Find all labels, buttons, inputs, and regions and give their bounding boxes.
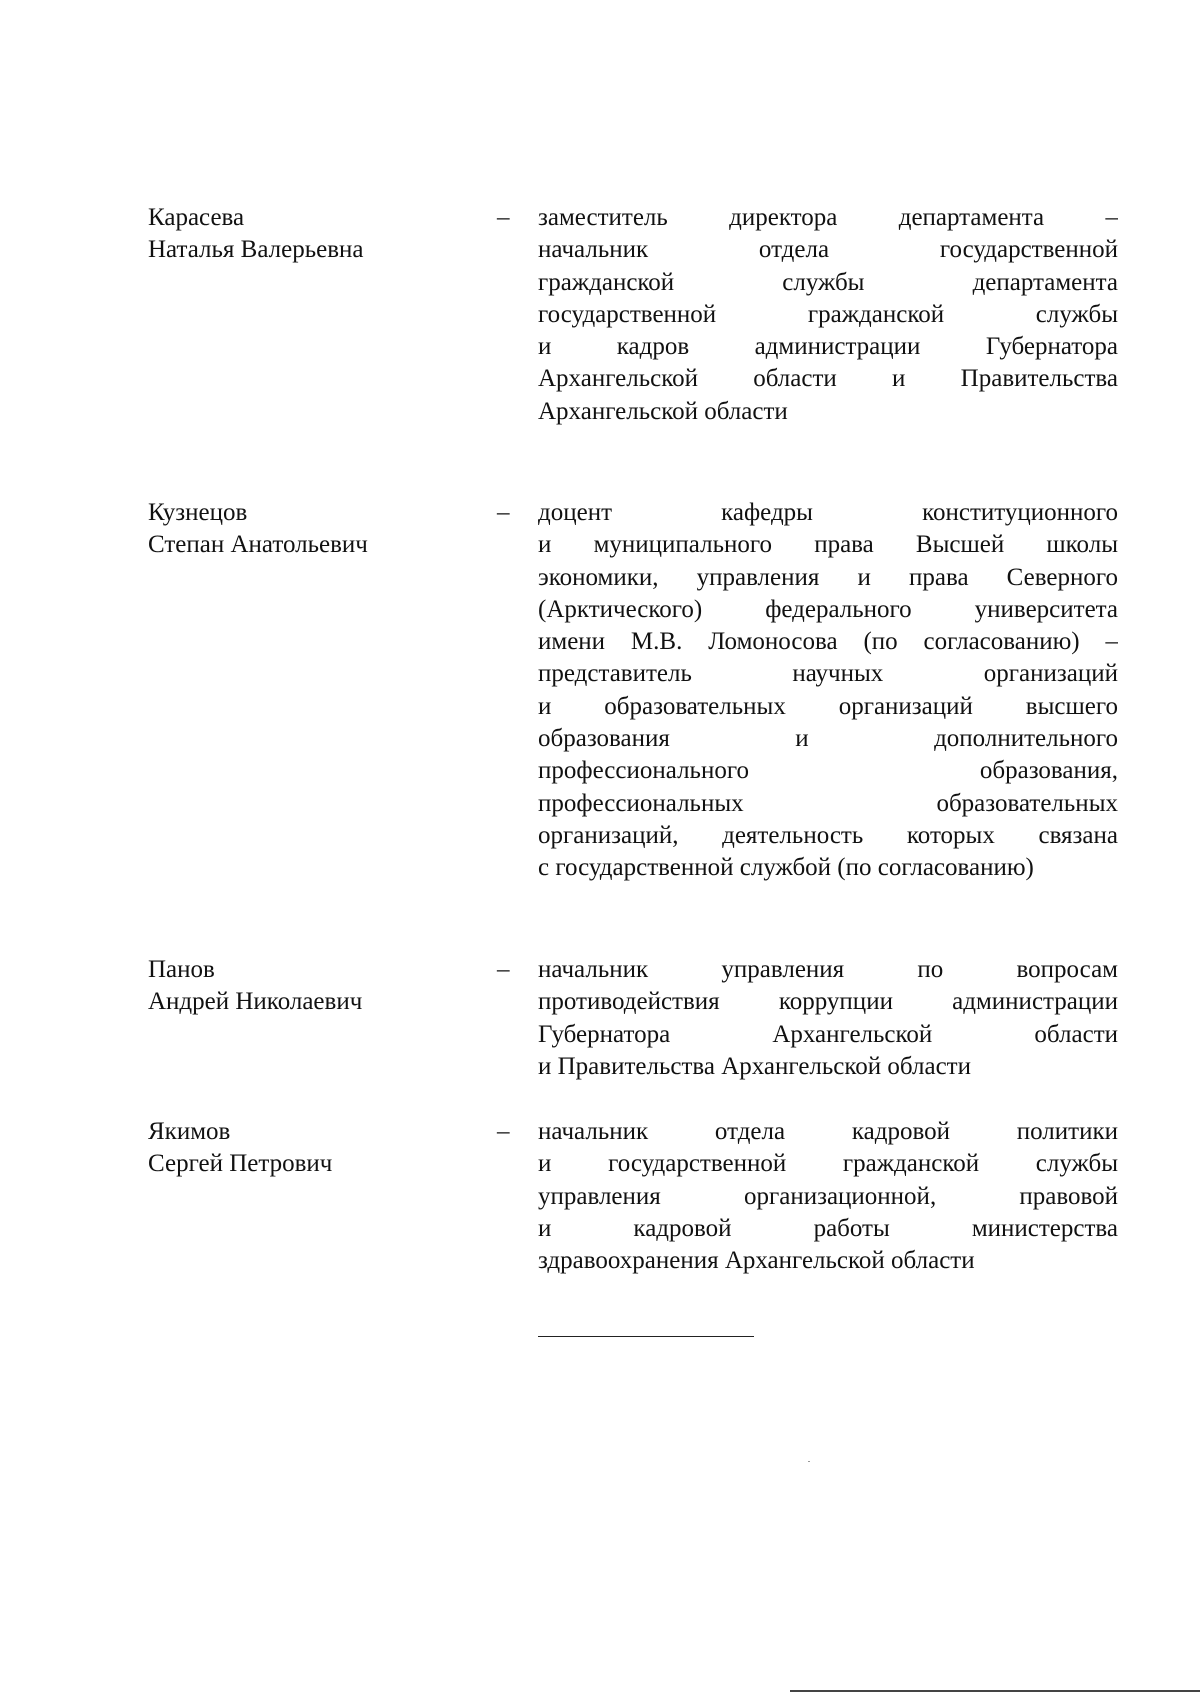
position-line: и муниципального права Высшей школы — [538, 531, 1118, 559]
entry-dash: – — [497, 204, 510, 231]
member-position — [538, 954, 1118, 1083]
position-line: начальник управления по вопросам — [538, 956, 1118, 983]
position-line: заместитель директора департамента – — [538, 204, 1118, 231]
position-line: организаций, деятельность которых связана — [538, 821, 1118, 849]
position-line: и Правительства Архангельской области — [538, 1052, 971, 1080]
member-name — [148, 954, 478, 1018]
position-line: профессионального образования, — [538, 757, 1118, 785]
member-surname: Панов — [148, 956, 215, 983]
position-line: профессиональных образовательных — [538, 789, 1118, 817]
position-line: имени М.В. Ломоносова (по согласованию) – — [538, 628, 1118, 656]
position-line: Архангельской области и Правительства — [538, 365, 1118, 393]
member-name — [148, 1116, 478, 1180]
entry-dash: – — [497, 499, 510, 526]
position-line: противодействия коррупции администрации — [538, 988, 1118, 1016]
member-given-name: Андрей Николаевич — [148, 988, 363, 1015]
position-line: и кадров администрации Губернатора — [538, 333, 1118, 361]
member-name — [148, 202, 478, 266]
member-position — [538, 1116, 1118, 1277]
position-line: управления организационной, правовой — [538, 1182, 1118, 1210]
position-line: (Арктического) федерального университета — [538, 595, 1118, 623]
member-position — [538, 202, 1118, 428]
position-line: образования и дополнительного — [538, 725, 1118, 753]
member-name — [148, 497, 478, 561]
closing-rule — [538, 1336, 754, 1337]
member-given-name: Сергей Петрович — [148, 1150, 333, 1177]
member-surname: Кузнецов — [148, 499, 248, 526]
position-line: начальник отдела государственной — [538, 236, 1118, 264]
entry-dash: – — [497, 956, 510, 983]
position-line: и государственной гражданской службы — [538, 1150, 1118, 1178]
position-line: начальник отдела кадровой политики — [538, 1118, 1118, 1145]
position-line: Архангельской области — [538, 397, 788, 425]
position-line: гражданской службы департамента — [538, 268, 1118, 296]
page-edge-rule — [790, 1690, 1200, 1692]
member-given-name: Степан Анатольевич — [148, 531, 368, 558]
position-line: и образовательных организаций высшего — [538, 692, 1118, 720]
member-surname: Якимов — [148, 1118, 231, 1145]
position-line: с государственной службой (по согласованию) — [538, 854, 1034, 882]
member-position — [538, 497, 1118, 885]
entry-dash: – — [497, 1118, 510, 1145]
member-surname: Карасева — [148, 204, 245, 231]
position-line: доцент кафедры конституционного — [538, 499, 1118, 526]
position-line: представитель научных организаций — [538, 660, 1118, 688]
position-line: экономики, управления и права Северного — [538, 563, 1118, 591]
position-line: государственной гражданской службы — [538, 300, 1118, 328]
position-line: и кадровой работы министерства — [538, 1214, 1118, 1242]
member-given-name: Наталья Валерьевна — [148, 236, 364, 263]
position-line: здравоохранения Архангельской области — [538, 1247, 975, 1275]
position-line: Губернатора Архангельской области — [538, 1020, 1118, 1048]
scan-speck — [808, 1461, 810, 1462]
